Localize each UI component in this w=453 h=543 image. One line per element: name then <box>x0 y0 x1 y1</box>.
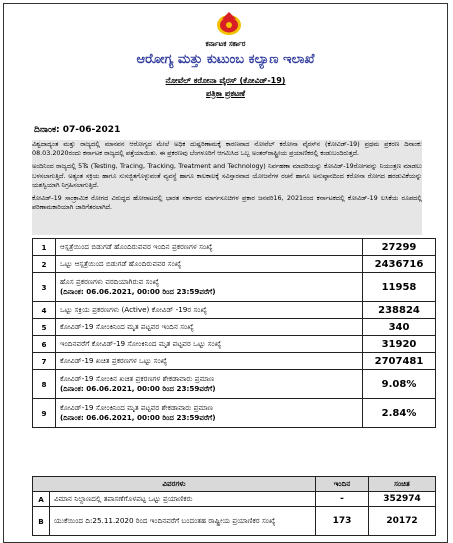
row-number: 6 <box>33 336 56 353</box>
row-value: 27299 <box>363 239 436 256</box>
row-label: ಕೋವಿಡ್-19 ಸೋಂಕಿನ ಖಚಿತ ಪ್ರಕರಣಗಳ ಶೇಕಡಾವಾರು ಪ್ರಮಾಣ <box>60 374 215 383</box>
row-label: ಆಸ್ಪತ್ರೆಯಿಂದ ಬಿಡುಗಡೆ ಹೊಂದಿರುವವರ ಇಂದಿನ ಪ್ರಕರಣಗಳ ಸಂಖ್ಯೆ <box>56 239 363 256</box>
department-title: ಆರೋಗ್ಯ ಮತ್ತು ಕುಟುಂಬ ಕಲ್ಯಾಣ ಇಲಾಖೆ <box>136 52 315 67</box>
government-label: ಕರ್ನಾಟಕ ಸರ್ಕಾರ <box>205 40 246 48</box>
table-header-row <box>33 477 436 492</box>
row-value: 340 <box>363 319 436 336</box>
row-date-range: (ದಿನಾಂಕ: 06.06.2021, 00:00 ರಿಂದ 23:59ವರೆಗೆ) <box>60 287 216 296</box>
travel-table <box>32 476 436 536</box>
header-cumulative: ಸಂಚಿತ <box>369 477 436 492</box>
table-row <box>33 302 436 319</box>
row-value: 9.08% <box>363 370 436 399</box>
row-number: 3 <box>33 273 56 302</box>
row-today: 173 <box>316 507 369 536</box>
table-row <box>33 336 436 353</box>
row-key: A <box>33 492 50 507</box>
table-row <box>33 507 436 536</box>
row-number: 7 <box>33 353 56 370</box>
table-row <box>33 370 436 399</box>
intro-paragraph: ಕೋವಿಡ್-19 ಸಾಂಕ್ರಾಮಿಕ ರೋಗದ ವಿರುದ್ಧದ ಹೋರಾಟದಲ್ಲಿ ಭಾರತ ಸರ್ಕಾರದ ಮಾರ್ಗಸೂಚಿಗಳ ಪ್ರಕಾರ ಜನವರಿ16, 2021ರಂದ ಕರ್ನಾಟಕದಲ್ಲಿ ಕೋವಿಡ್-19 ಲಸಿಕೆಯ ರೂಪದಲ್ಲಿ ಪರಿಣಾಮಕಾರಿಯಾಗಿ ಜಾರಿಗೆತರಲಾಗಿದೆ. <box>32 194 422 212</box>
row-label-cell <box>56 399 363 428</box>
table-row <box>33 399 436 428</box>
header-details: ವಿವರಗಳು <box>33 477 316 492</box>
row-number: 8 <box>33 370 56 399</box>
row-label-cell <box>56 370 363 399</box>
intro-box <box>32 140 422 235</box>
intro-paragraph: ವಿಶ್ವದಾದ್ಯಂತ ಮತ್ತು ರಾಜ್ಯದಲ್ಲಿ ಮಾನವನ ಆರೋಗ್ಯದ ಮೇಲೆ ಅಧಿಕ ದುಷ್ಪರಿಣಾಮಕ್ಕೆ ಕಾರಣವಾದ ನೋವೆಲ್ ಕರೋನಾ ವೈರಸ್‌ನ (ಕೋವಿಡ್-19) ಪ್ರಥಮ ಪ್ರಕರಣ ದಿನಾಂಕ: 08.03.2020ರಂದು ಕರ್ನಾಟಕ ರಾಜ್ಯದಲ್ಲಿ ಪತ್ತೆಯಾಯಿತು. ಈ ಪ್ರಕರಣವು ಬೆಂಗಳೂರಿಗೆ ಆಗಮಿಸಿದ ಒಬ್ಬ ಅಂತರ್‌ರಾಷ್ಟ್ರೀಯ ಪ್ರಯಾಣಿಕರಲ್ಲಿ ಕಂಡುಬಂದಿರುತ್ತದೆ. <box>32 140 422 158</box>
row-key: B <box>33 507 50 536</box>
row-number: 5 <box>33 319 56 336</box>
row-value: 2.84% <box>363 399 436 428</box>
row-cumulative: 20172 <box>369 507 436 536</box>
row-label: ಒಟ್ಟು ಆಸ್ಪತ್ರೆಯಿಂದ ಬಿಡುಗಡೆ ಹೊಂದಿರುವವರ ಸಂಖ್ಯೆ <box>56 256 363 273</box>
row-today: - <box>316 492 369 507</box>
row-label: ಯುಕೆಯಿಂದ ದಿ:25.11.2020 ರಿಂದ ಇಂದಿನವರೆಗೆ ಬಂದಂತಹ ರಾಷ್ಟ್ರೀಯ ಪ್ರಯಾಣಿಕರ ಸಂಖ್ಯೆ <box>50 507 316 536</box>
row-label: ವಿಮಾನ ನಿಲ್ದಾಣದಲ್ಲಿ ತಪಾಸಣೆಗೊಳಪಟ್ಟ ಒಟ್ಟು ಪ್ರಯಾಣಿಕರು <box>50 492 316 507</box>
row-date-range: (ದಿನಾಂಕ: 06.06.2021, 00:00 ರಿಂದ 23:59ವರೆಗೆ) <box>60 413 216 422</box>
row-label: ಕೋವಿಡ್-19 ಖಚಿತ ಪ್ರಕರಣಗಳ ಒಟ್ಟು ಸಂಖ್ಯೆ <box>56 353 363 370</box>
row-label-cell <box>56 273 363 302</box>
row-number: 9 <box>33 399 56 428</box>
row-number: 1 <box>33 239 56 256</box>
row-number: 2 <box>33 256 56 273</box>
row-label: ಇಂದಿನವರೆಗೆ ಕೋವಿಡ್-19 ಸೋಂಕಿನಿಂದ ಮೃತ ಪಟ್ಟವರ ಒಟ್ಟು ಸಂಖ್ಯೆ <box>56 336 363 353</box>
header-today: ಇಂದಿನ <box>316 477 369 492</box>
row-label: ಕೋವಿಡ್-19 ಸೋಂಕಿನಿಂದ ಮೃತ ಪಟ್ಟವರ ಶೇಕಡಾವಾರು ಪ್ರಮಾಣ <box>60 403 214 412</box>
press-release-page <box>3 3 448 543</box>
row-label: ಒಟ್ಟು ಸಕ್ರಿಯ ಪ್ರಕರಣಗಳು (Active) ಕೋವಿಡ್ -19ರ ಸಂಖ್ಯೆ <box>56 302 363 319</box>
row-date-range: (ದಿನಾಂಕ: 06.06.2021, 00:00 ರಿಂದ 23:59ವರೆಗೆ) <box>60 384 216 393</box>
karnataka-emblem-icon <box>214 9 244 37</box>
row-label: ಕೋವಿಡ್-19 ಸೋಂಕಿನಿಂದ ಮೃತ ಪಟ್ಟವರ ಇಂದಿನ ಸಂಖ್ಯೆ <box>56 319 363 336</box>
table-row <box>33 492 436 507</box>
row-cumulative: 352974 <box>369 492 436 507</box>
table-row <box>33 319 436 336</box>
table-row <box>33 273 436 302</box>
table-row <box>33 353 436 370</box>
row-value: 2707481 <box>363 353 436 370</box>
table-row <box>33 256 436 273</box>
row-value: 11958 <box>363 273 436 302</box>
subtitle: ನೋವೆಲ್ ಕರೋನಾ ವೈರಸ್ (ಕೋವಿಡ್-19) <box>165 76 286 85</box>
row-number: 4 <box>33 302 56 319</box>
row-value: 31920 <box>363 336 436 353</box>
row-value: 238824 <box>363 302 436 319</box>
intro-paragraph: ಅಂದಿನಿಂದ ರಾಜ್ಯದಲ್ಲಿ 5Ts (Testing, Tracing, Tracking, Treatment and Technology) ನಿರ್ವಹಣಾ ಮಾದರಿಯನ್ನು ಕೋವಿಡ್-19ರೋಗವನ್ನು ನಿಯಂತ್ರಣ ಮಾಡಲು ಬಳಸಲಾಗುತ್ತಿದೆ. ಅತ್ಯಂತ ಸಕ್ರಿಯ ಹಾಗೂ ಸುಸಜ್ಜಿತಗೊಳ್ಳುವಂತೆ ವ್ಯವಸ್ಥೆ ಹಾಗೂ ಕಾಲಕಾಲಕ್ಕೆ ಸವಿಸ್ತಾರವಾದ ಯೋಜನೆಗಳ ರಚನೆ ಹಾಗೂ ಅನುಷ್ಠಾನದಿಂದ ಕರೋನಾ ರೋಗದ ಹರಡುವಿಕೆಯನ್ನು ಯಶಸ್ವಿಯಾಗಿ ನಿಗ್ರಹಿಸಲಾಗುತ್ತಿದೆ. <box>32 162 422 189</box>
row-value: 2436716 <box>363 256 436 273</box>
stats-table <box>32 238 436 428</box>
table-row <box>33 239 436 256</box>
date-label: ದಿನಾಂಕ: 07-06-2021 <box>34 125 121 135</box>
row-label: ಹೊಸ ಪ್ರಕರಣಗಳು ವರದಿಯಾಗಿರುವ ಸಂಖ್ಯೆ <box>60 277 160 286</box>
press-release-label: ಪತ್ರಿಕಾ ಪ್ರಕಟಣೆ <box>205 89 246 98</box>
